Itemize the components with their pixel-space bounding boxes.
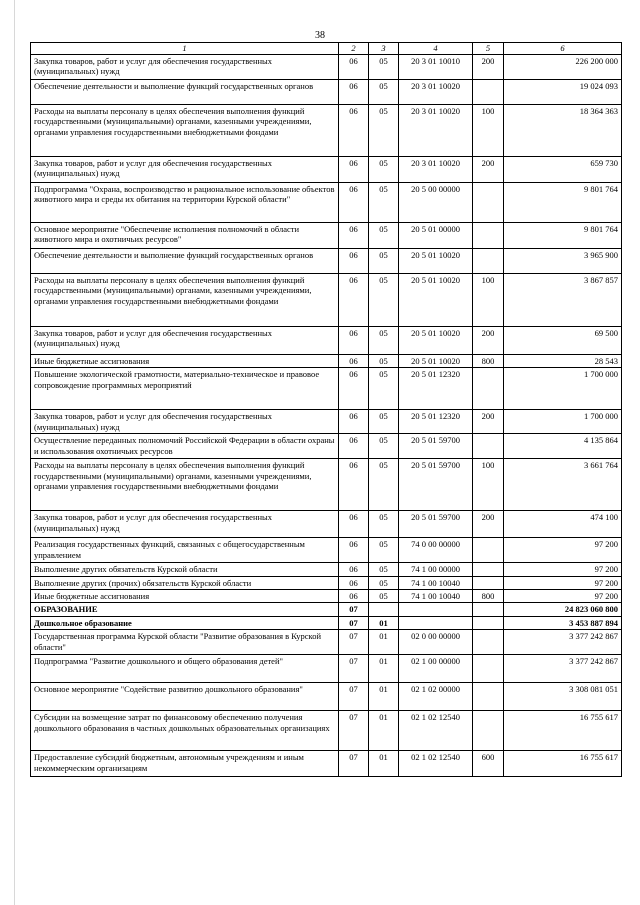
row-section-code: 06 bbox=[339, 355, 369, 368]
row-amount: 1 700 000 bbox=[504, 368, 622, 410]
row-item-name: Обеспечение деятельности и выполнение функций государственных органов bbox=[31, 249, 339, 274]
row-expense-type bbox=[473, 183, 504, 223]
row-subsection-code: 05 bbox=[369, 576, 399, 589]
row-subsection-code: 05 bbox=[369, 105, 399, 157]
row-expense-type bbox=[473, 630, 504, 655]
row-item-name: Закупка товаров, работ и услуг для обеспечения государственных (муниципальных) нужд bbox=[31, 410, 339, 434]
row-expense-type bbox=[473, 249, 504, 274]
row-section-code: 06 bbox=[339, 563, 369, 576]
row-target-article: 02 1 02 12540 bbox=[399, 711, 473, 751]
row-target-article: 20 5 01 00000 bbox=[399, 223, 473, 249]
table-row bbox=[31, 655, 622, 683]
row-item-name: Закупка товаров, работ и услуг для обеспечения государственных (муниципальных) нужд bbox=[31, 157, 339, 183]
row-item-name: Государственная программа Курской области "Развитие образования в Курской области" bbox=[31, 630, 339, 655]
row-amount: 3 308 081 051 bbox=[504, 683, 622, 711]
row-section-code: 06 bbox=[339, 368, 369, 410]
row-subsection-code: 05 bbox=[369, 249, 399, 274]
row-expense-type: 800 bbox=[473, 355, 504, 368]
column-header: 3 bbox=[369, 43, 399, 55]
row-target-article: 74 0 00 00000 bbox=[399, 538, 473, 563]
row-target-article: 20 5 01 59700 bbox=[399, 434, 473, 459]
row-section-code: 07 bbox=[339, 683, 369, 711]
row-item-name: Повышение экологической грамотности, материально-техническое и правовое сопровождение программных мероприятий bbox=[31, 368, 339, 410]
table-row bbox=[31, 616, 622, 629]
row-subsection-code: 05 bbox=[369, 511, 399, 538]
row-amount: 3 661 764 bbox=[504, 459, 622, 511]
row-amount: 3 377 242 867 bbox=[504, 655, 622, 683]
row-expense-type: 100 bbox=[473, 274, 504, 327]
row-amount: 9 801 764 bbox=[504, 223, 622, 249]
table-row bbox=[31, 563, 622, 576]
row-target-article: 20 5 01 10020 bbox=[399, 249, 473, 274]
row-subsection-code: 05 bbox=[369, 80, 399, 105]
row-item-name: Закупка товаров, работ и услуг для обеспечения государственных (муниципальных) нужд bbox=[31, 55, 339, 80]
row-amount: 18 364 363 bbox=[504, 105, 622, 157]
row-amount: 24 823 060 800 bbox=[504, 603, 622, 616]
row-subsection-code: 01 bbox=[369, 616, 399, 629]
row-section-code: 07 bbox=[339, 751, 369, 777]
row-expense-type: 100 bbox=[473, 459, 504, 511]
row-amount: 97 200 bbox=[504, 576, 622, 589]
row-target-article: 74 1 00 00000 bbox=[399, 563, 473, 576]
row-target-article bbox=[399, 616, 473, 629]
row-expense-type bbox=[473, 368, 504, 410]
row-section-code: 06 bbox=[339, 157, 369, 183]
row-item-name: Обеспечение деятельности и выполнение функций государственных органов bbox=[31, 80, 339, 105]
row-target-article: 20 5 01 10020 bbox=[399, 274, 473, 327]
row-target-article: 20 5 01 10020 bbox=[399, 327, 473, 355]
row-expense-type bbox=[473, 80, 504, 105]
row-section-code: 06 bbox=[339, 327, 369, 355]
row-section-code: 06 bbox=[339, 183, 369, 223]
row-subsection-code: 05 bbox=[369, 563, 399, 576]
row-item-name: Реализация государственных функций, связанных с общегосударственным управлением bbox=[31, 538, 339, 563]
row-subsection-code: 01 bbox=[369, 630, 399, 655]
row-section-code: 07 bbox=[339, 616, 369, 629]
row-target-article: 02 1 02 00000 bbox=[399, 683, 473, 711]
row-item-name: Основное мероприятие "Обеспечение исполнения полномочий в области животного мира и охотничьих ресурсов" bbox=[31, 223, 339, 249]
row-section-code: 06 bbox=[339, 590, 369, 603]
table-row bbox=[31, 183, 622, 223]
row-expense-type bbox=[473, 616, 504, 629]
budget-table bbox=[30, 42, 622, 777]
column-header: 5 bbox=[473, 43, 504, 55]
row-amount: 69 500 bbox=[504, 327, 622, 355]
row-item-name: Субсидии на возмещение затрат по финансовому обеспечению получения дошкольного образования в частных дошкольных образовательных организациях bbox=[31, 711, 339, 751]
row-section-code: 06 bbox=[339, 223, 369, 249]
row-amount: 97 200 bbox=[504, 590, 622, 603]
row-item-name: Расходы на выплаты персоналу в целях обеспечения выполнения функций государственными (муниципальными) органами, казенными учреждениями, органами управления государственными внебюджетными фондами bbox=[31, 274, 339, 327]
table-row bbox=[31, 511, 622, 538]
row-item-name: Расходы на выплаты персоналу в целях обеспечения выполнения функций государственными (муниципальными) органами, казенными учреждениями, органами управления государственными внебюджетными фондами bbox=[31, 105, 339, 157]
row-item-name: Расходы на выплаты персоналу в целях обеспечения выполнения функций государственными (муниципальными) органами, казенными учреждениями, органами управления государственными внебюджетными фондами bbox=[31, 459, 339, 511]
row-subsection-code: 05 bbox=[369, 183, 399, 223]
table-row bbox=[31, 157, 622, 183]
row-item-name: Выполнение других обязательств Курской области bbox=[31, 563, 339, 576]
row-section-code: 06 bbox=[339, 274, 369, 327]
row-section-code: 07 bbox=[339, 711, 369, 751]
table-row bbox=[31, 459, 622, 511]
row-target-article: 20 3 01 10020 bbox=[399, 80, 473, 105]
row-subsection-code: 05 bbox=[369, 410, 399, 434]
row-expense-type bbox=[473, 711, 504, 751]
table-row bbox=[31, 434, 622, 459]
row-item-name: Дошкольное образование bbox=[31, 616, 339, 629]
row-item-name: Выполнение других (прочих) обязательств Курской области bbox=[31, 576, 339, 589]
row-amount: 19 024 093 bbox=[504, 80, 622, 105]
row-item-name: Закупка товаров, работ и услуг для обеспечения государственных (муниципальных) нужд bbox=[31, 511, 339, 538]
row-subsection-code: 01 bbox=[369, 683, 399, 711]
row-item-name: Закупка товаров, работ и услуг для обеспечения государственных (муниципальных) нужд bbox=[31, 327, 339, 355]
row-target-article: 20 5 01 59700 bbox=[399, 511, 473, 538]
row-amount: 16 755 617 bbox=[504, 711, 622, 751]
row-item-name: Иные бюджетные ассигнования bbox=[31, 590, 339, 603]
row-expense-type: 200 bbox=[473, 157, 504, 183]
row-target-article: 02 0 00 00000 bbox=[399, 630, 473, 655]
column-header: 2 bbox=[339, 43, 369, 55]
row-target-article: 02 1 00 00000 bbox=[399, 655, 473, 683]
row-section-code: 06 bbox=[339, 511, 369, 538]
row-section-code: 06 bbox=[339, 538, 369, 563]
row-amount: 97 200 bbox=[504, 563, 622, 576]
row-section-code: 06 bbox=[339, 434, 369, 459]
row-target-article: 74 1 00 10040 bbox=[399, 590, 473, 603]
row-expense-type bbox=[473, 223, 504, 249]
column-header: 4 bbox=[399, 43, 473, 55]
row-amount: 16 755 617 bbox=[504, 751, 622, 777]
row-subsection-code: 01 bbox=[369, 751, 399, 777]
row-expense-type: 200 bbox=[473, 511, 504, 538]
row-item-name: Иные бюджетные ассигнования bbox=[31, 355, 339, 368]
row-expense-type bbox=[473, 603, 504, 616]
row-target-article: 02 1 02 12540 bbox=[399, 751, 473, 777]
row-target-article: 20 3 01 10020 bbox=[399, 105, 473, 157]
table-row bbox=[31, 576, 622, 589]
row-target-article: 20 3 01 10010 bbox=[399, 55, 473, 80]
row-amount: 3 867 857 bbox=[504, 274, 622, 327]
header-row bbox=[31, 43, 622, 55]
row-expense-type bbox=[473, 576, 504, 589]
row-amount: 28 543 bbox=[504, 355, 622, 368]
row-amount: 3 965 900 bbox=[504, 249, 622, 274]
row-section-code: 06 bbox=[339, 80, 369, 105]
row-target-article: 74 1 00 10040 bbox=[399, 576, 473, 589]
row-target-article bbox=[399, 603, 473, 616]
row-amount: 226 200 000 bbox=[504, 55, 622, 80]
row-amount: 1 700 000 bbox=[504, 410, 622, 434]
row-subsection-code: 05 bbox=[369, 223, 399, 249]
row-target-article: 20 3 01 10020 bbox=[399, 157, 473, 183]
table-row bbox=[31, 223, 622, 249]
row-subsection-code: 05 bbox=[369, 459, 399, 511]
row-section-code: 06 bbox=[339, 410, 369, 434]
row-item-name: Осуществление переданных полномочий Российской Федерации в области охраны и использования охотничьих ресурсов bbox=[31, 434, 339, 459]
table-row bbox=[31, 80, 622, 105]
table-row bbox=[31, 751, 622, 777]
row-expense-type: 600 bbox=[473, 751, 504, 777]
table-row bbox=[31, 105, 622, 157]
row-expense-type: 800 bbox=[473, 590, 504, 603]
row-section-code: 06 bbox=[339, 576, 369, 589]
row-expense-type bbox=[473, 683, 504, 711]
row-amount: 659 730 bbox=[504, 157, 622, 183]
table-body bbox=[31, 55, 622, 777]
table-row bbox=[31, 711, 622, 751]
table-row bbox=[31, 274, 622, 327]
table-row bbox=[31, 538, 622, 563]
row-target-article: 20 5 01 10020 bbox=[399, 355, 473, 368]
row-expense-type bbox=[473, 563, 504, 576]
row-section-code: 06 bbox=[339, 249, 369, 274]
table-row bbox=[31, 327, 622, 355]
row-subsection-code: 05 bbox=[369, 55, 399, 80]
page-number: 38 bbox=[315, 30, 325, 41]
row-amount: 3 377 242 867 bbox=[504, 630, 622, 655]
row-subsection-code: 05 bbox=[369, 434, 399, 459]
row-target-article: 20 5 01 12320 bbox=[399, 368, 473, 410]
row-target-article: 20 5 01 59700 bbox=[399, 459, 473, 511]
row-section-code: 07 bbox=[339, 655, 369, 683]
table-row bbox=[31, 249, 622, 274]
row-section-code: 06 bbox=[339, 55, 369, 80]
row-amount: 9 801 764 bbox=[504, 183, 622, 223]
row-amount: 474 100 bbox=[504, 511, 622, 538]
row-item-name: ОБРАЗОВАНИЕ bbox=[31, 603, 339, 616]
row-subsection-code: 05 bbox=[369, 274, 399, 327]
table-row bbox=[31, 55, 622, 80]
row-section-code: 06 bbox=[339, 105, 369, 157]
column-header: 6 bbox=[504, 43, 622, 55]
row-section-code: 06 bbox=[339, 459, 369, 511]
row-item-name: Основное мероприятие "Содействие развитию дошкольного образования" bbox=[31, 683, 339, 711]
row-subsection-code: 05 bbox=[369, 327, 399, 355]
row-subsection-code: 05 bbox=[369, 538, 399, 563]
row-item-name: Предоставление субсидий бюджетным, автономным учреждениям и иным некоммерческим организациям bbox=[31, 751, 339, 777]
table-row bbox=[31, 590, 622, 603]
row-subsection-code: 01 bbox=[369, 655, 399, 683]
row-target-article: 20 5 01 12320 bbox=[399, 410, 473, 434]
row-amount: 4 135 864 bbox=[504, 434, 622, 459]
table-row bbox=[31, 410, 622, 434]
row-expense-type bbox=[473, 538, 504, 563]
table-row bbox=[31, 355, 622, 368]
table-row bbox=[31, 603, 622, 616]
column-header: 1 bbox=[31, 43, 339, 55]
row-target-article: 20 5 00 00000 bbox=[399, 183, 473, 223]
row-subsection-code: 01 bbox=[369, 711, 399, 751]
row-amount: 3 453 887 894 bbox=[504, 616, 622, 629]
row-subsection-code: 05 bbox=[369, 355, 399, 368]
row-subsection-code: 05 bbox=[369, 157, 399, 183]
row-expense-type: 100 bbox=[473, 105, 504, 157]
table-row bbox=[31, 630, 622, 655]
row-expense-type: 200 bbox=[473, 327, 504, 355]
table-row bbox=[31, 683, 622, 711]
row-expense-type bbox=[473, 655, 504, 683]
row-section-code: 07 bbox=[339, 603, 369, 616]
row-item-name: Подпрограмма "Охрана, воспроизводство и рациональное использование объектов животного мира и среды их обитания на территории Курской области" bbox=[31, 183, 339, 223]
row-expense-type bbox=[473, 434, 504, 459]
row-subsection-code: 05 bbox=[369, 590, 399, 603]
scan-margin-line bbox=[14, 0, 15, 905]
table-row bbox=[31, 368, 622, 410]
row-expense-type: 200 bbox=[473, 55, 504, 80]
row-section-code: 07 bbox=[339, 630, 369, 655]
row-subsection-code: 05 bbox=[369, 368, 399, 410]
row-subsection-code bbox=[369, 603, 399, 616]
row-amount: 97 200 bbox=[504, 538, 622, 563]
row-item-name: Подпрограмма "Развитие дошкольного и общего образования детей" bbox=[31, 655, 339, 683]
row-expense-type: 200 bbox=[473, 410, 504, 434]
